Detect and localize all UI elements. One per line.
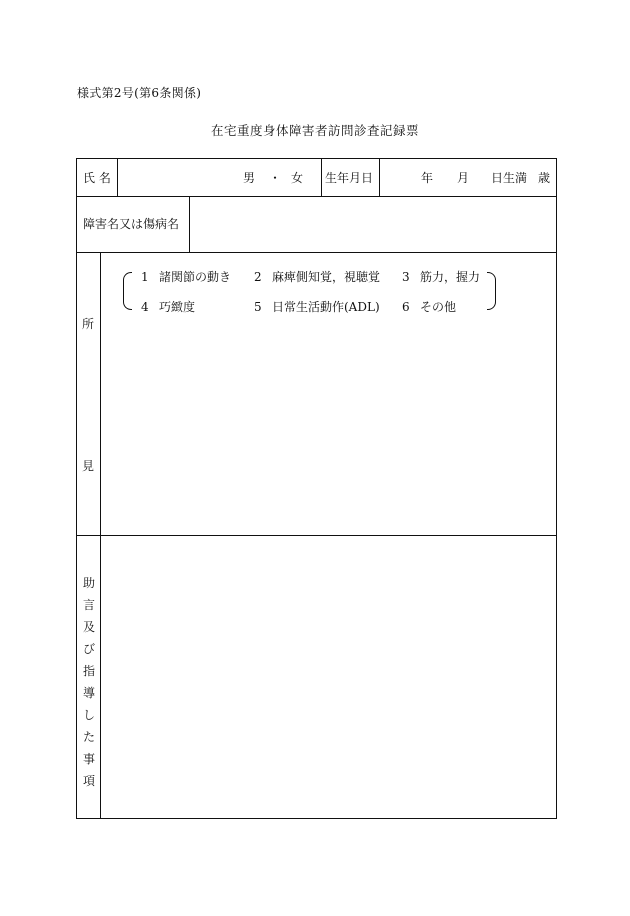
findings-item-other: その他: [420, 300, 457, 314]
advice-field[interactable]: [101, 536, 555, 818]
year-label: 年: [421, 171, 434, 185]
month-label: 月: [457, 171, 470, 185]
document-title: 在宅重度身体障害者訪問診査記録票: [210, 123, 419, 138]
dob-label: 生年月日: [325, 171, 374, 185]
findings-item-num: 1: [141, 270, 149, 284]
name-label: 氏 名: [83, 171, 111, 185]
findings-item-num: 4: [141, 300, 149, 314]
form-reference: 様式第2号(第6条関係): [77, 86, 202, 100]
findings-item-sensory: 麻痺側知覚，視聴覚: [272, 270, 381, 284]
age-unit: 歳: [538, 171, 551, 185]
right-brace: [487, 272, 496, 310]
disability-label: 障害名又は傷病名: [83, 217, 180, 231]
findings-label-top: 所: [82, 317, 95, 331]
advice-label: 助 言 及 び 指 導 し た 事 項: [82, 576, 95, 788]
record-form-table: [76, 158, 557, 819]
findings-item-num: 3: [402, 270, 410, 284]
sex-female-option[interactable]: 女: [291, 171, 304, 185]
findings-label-bottom: 見: [82, 459, 95, 473]
day-age-label: 日生満: [491, 171, 528, 185]
findings-item-joint-movement: 諸関節の動き: [159, 270, 232, 284]
findings-item-dexterity: 巧緻度: [159, 300, 196, 314]
findings-item-num: 2: [254, 270, 262, 284]
col-divider: [321, 159, 322, 196]
findings-field[interactable]: [101, 329, 555, 534]
findings-item-num: 5: [254, 300, 262, 314]
sex-male-option[interactable]: 男: [243, 171, 256, 185]
disability-field[interactable]: [190, 197, 555, 252]
left-brace: [123, 272, 132, 310]
row-divider-disability: [77, 252, 556, 253]
findings-item-muscle-strength: 筋力，握力: [420, 270, 481, 284]
findings-item-num: 6: [402, 300, 410, 314]
sex-separator: ・: [269, 171, 282, 185]
findings-item-adl: 日常生活動作(ADL): [272, 300, 380, 314]
